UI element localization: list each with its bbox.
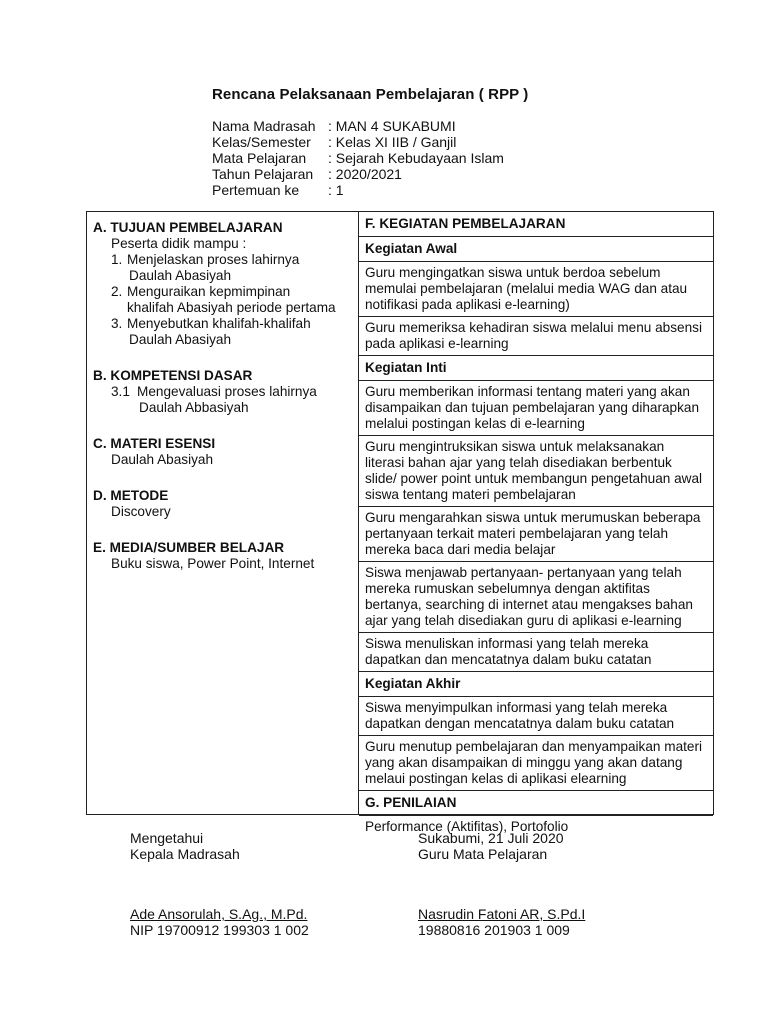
section-b-heading: B. KOMPETENSI DASAR: [93, 368, 253, 383]
identity-row-tahun: [212, 166, 504, 182]
signature-right-name: Nasrudin Fatoni AR, S.Pd.I: [418, 906, 586, 922]
objective-number: 3.: [111, 316, 123, 331]
activity-item: Guru memeriksa kehadiran siswa melalui menu absensi pada aplikasi e-learning: [359, 317, 713, 356]
identity-value: : Kelas XI IIB / Ganjil: [328, 134, 457, 150]
identity-block: [212, 118, 504, 198]
signature-right-block: [418, 830, 564, 862]
activity-item: Guru mengarahkan siswa untuk merumuskan beberapa pertanyaan terkait materi pembelajaran yang telah mereka baca dari media belajar: [359, 507, 713, 562]
rpp-table: [86, 211, 714, 834]
activity-item: Guru memberikan informasi tentang materi yang akan disampaikan dan tujuan pembelajaran yang diharapkan melalui postingan kelas di e-learning: [359, 381, 713, 436]
objective-item: [93, 316, 358, 348]
right-column: [359, 212, 713, 834]
objective-line: Menjelaskan proses lahirnya: [127, 252, 300, 267]
section-d-text: Discovery: [111, 504, 171, 519]
left-column: [87, 212, 359, 814]
section-c-heading: C. MATERI ESENSI: [93, 436, 216, 451]
competency-item: [93, 384, 358, 416]
section-a-intro: Peserta didik mampu :: [111, 236, 247, 251]
section-g-text: Performance (Aktifitas), Portofolio: [365, 819, 569, 834]
identity-label: Nama Madrasah: [212, 118, 316, 134]
signature-left-line2: Kepala Madrasah: [130, 846, 240, 862]
activity-item: Siswa menyimpulkan informasi yang telah mereka dapatkan dengan mencatatnya dalam buku catatan: [359, 697, 713, 736]
signature-right-name-block: [418, 906, 585, 938]
section-a-heading: A. TUJUAN PEMBELAJARAN: [93, 220, 283, 235]
identity-value: : MAN 4 SUKABUMI: [328, 118, 456, 134]
identity-row-pertemuan: [212, 182, 504, 198]
section-c-text: Daulah Abasiyah: [111, 452, 214, 467]
competency-line: Daulah Abbasiyah: [139, 400, 249, 415]
objective-line: Daulah Abasiyah: [129, 332, 232, 347]
identity-label: Mata Pelajaran: [212, 150, 307, 166]
objective-number: 1.: [111, 252, 123, 267]
identity-row-mapel: [212, 150, 504, 166]
identity-row-kelas: [212, 134, 504, 150]
identity-value: : 1: [328, 182, 344, 198]
identity-label: Kelas/Semester: [212, 134, 311, 150]
objective-line: Menguraikan kepmimpinan: [127, 284, 291, 299]
signature-left-name-block: [130, 906, 309, 938]
section-g-heading: G. PENILAIAN: [359, 791, 713, 816]
identity-value: : Sejarah Kebudayaan Islam: [328, 150, 504, 166]
objective-item: [93, 252, 358, 284]
identity-label: Pertemuan ke: [212, 182, 300, 198]
document-title: Rencana Pelaksanaan Pembelajaran ( RPP ): [212, 86, 529, 103]
objective-item: [93, 284, 358, 316]
competency-line: Mengevaluasi proses lahirnya: [137, 384, 317, 399]
identity-label: Tahun Pelajaran: [212, 166, 314, 182]
objective-line: khalifah Abasiyah periode pertama: [127, 300, 336, 315]
signature-right-nip: 19880816 201903 1 009: [418, 922, 570, 938]
section-e-text: Buku siswa, Power Point, Internet: [111, 556, 315, 571]
section-f-heading: F. KEGIATAN PEMBELAJARAN: [359, 212, 713, 237]
signature-left-line1: Mengetahui: [130, 830, 204, 846]
activity-item: Guru mengingatkan siswa untuk berdoa sebelum memulai pembelajaran (melalui media WAG dan atau notifikasi pada aplikasi e-learning): [359, 262, 713, 317]
signature-left-nip: NIP 19700912 199303 1 002: [130, 922, 309, 938]
identity-value: : 2020/2021: [328, 166, 402, 182]
competency-number: 3.1: [111, 384, 130, 399]
signature-right-line2: Guru Mata Pelajaran: [418, 846, 548, 862]
kegiatan-akhir-heading: Kegiatan Akhir: [359, 672, 713, 697]
section-e-heading: E. MEDIA/SUMBER BELAJAR: [93, 540, 285, 555]
section-d-heading: D. METODE: [93, 488, 169, 503]
activity-item: Guru menutup pembelajaran dan menyampaikan materi yang akan disampaikan di minggu yang akan datang melaui postingan kelas di aplikasi elearning: [359, 736, 713, 791]
objective-line: Menyebutkan khalifah-khalifah: [127, 316, 311, 331]
activity-item: Siswa menjawab pertanyaan- pertanyaan yang telah mereka rumuskan sebelumnya dengan aktifitas bertanya, searching di internet atau mengakses bahan ajar yang telah disediakan guru di aplikasi e-learning: [359, 562, 713, 633]
identity-row-madrasah: [212, 118, 504, 134]
signature-right-line1: Sukabumi, 21 Juli 2020: [418, 830, 564, 846]
kegiatan-inti-heading: Kegiatan Inti: [359, 356, 713, 381]
activity-item: Guru mengintruksikan siswa untuk melaksanakan literasi bahan ajar yang telah disediakan berbentuk slide/ power point untuk membangun pengetahuan awal siswa tentang materi pembelajaran: [359, 436, 713, 507]
activity-item: Siswa menuliskan informasi yang telah mereka dapatkan dan mencatatnya dalam buku catatan: [359, 633, 713, 672]
signature-left-name: Ade Ansorulah, S.Ag., M.Pd.: [130, 906, 308, 922]
objective-number: 2.: [111, 284, 123, 299]
objective-line: Daulah Abasiyah: [129, 268, 232, 283]
signature-left-block: [130, 830, 240, 862]
kegiatan-awal-heading: Kegiatan Awal: [359, 237, 713, 262]
